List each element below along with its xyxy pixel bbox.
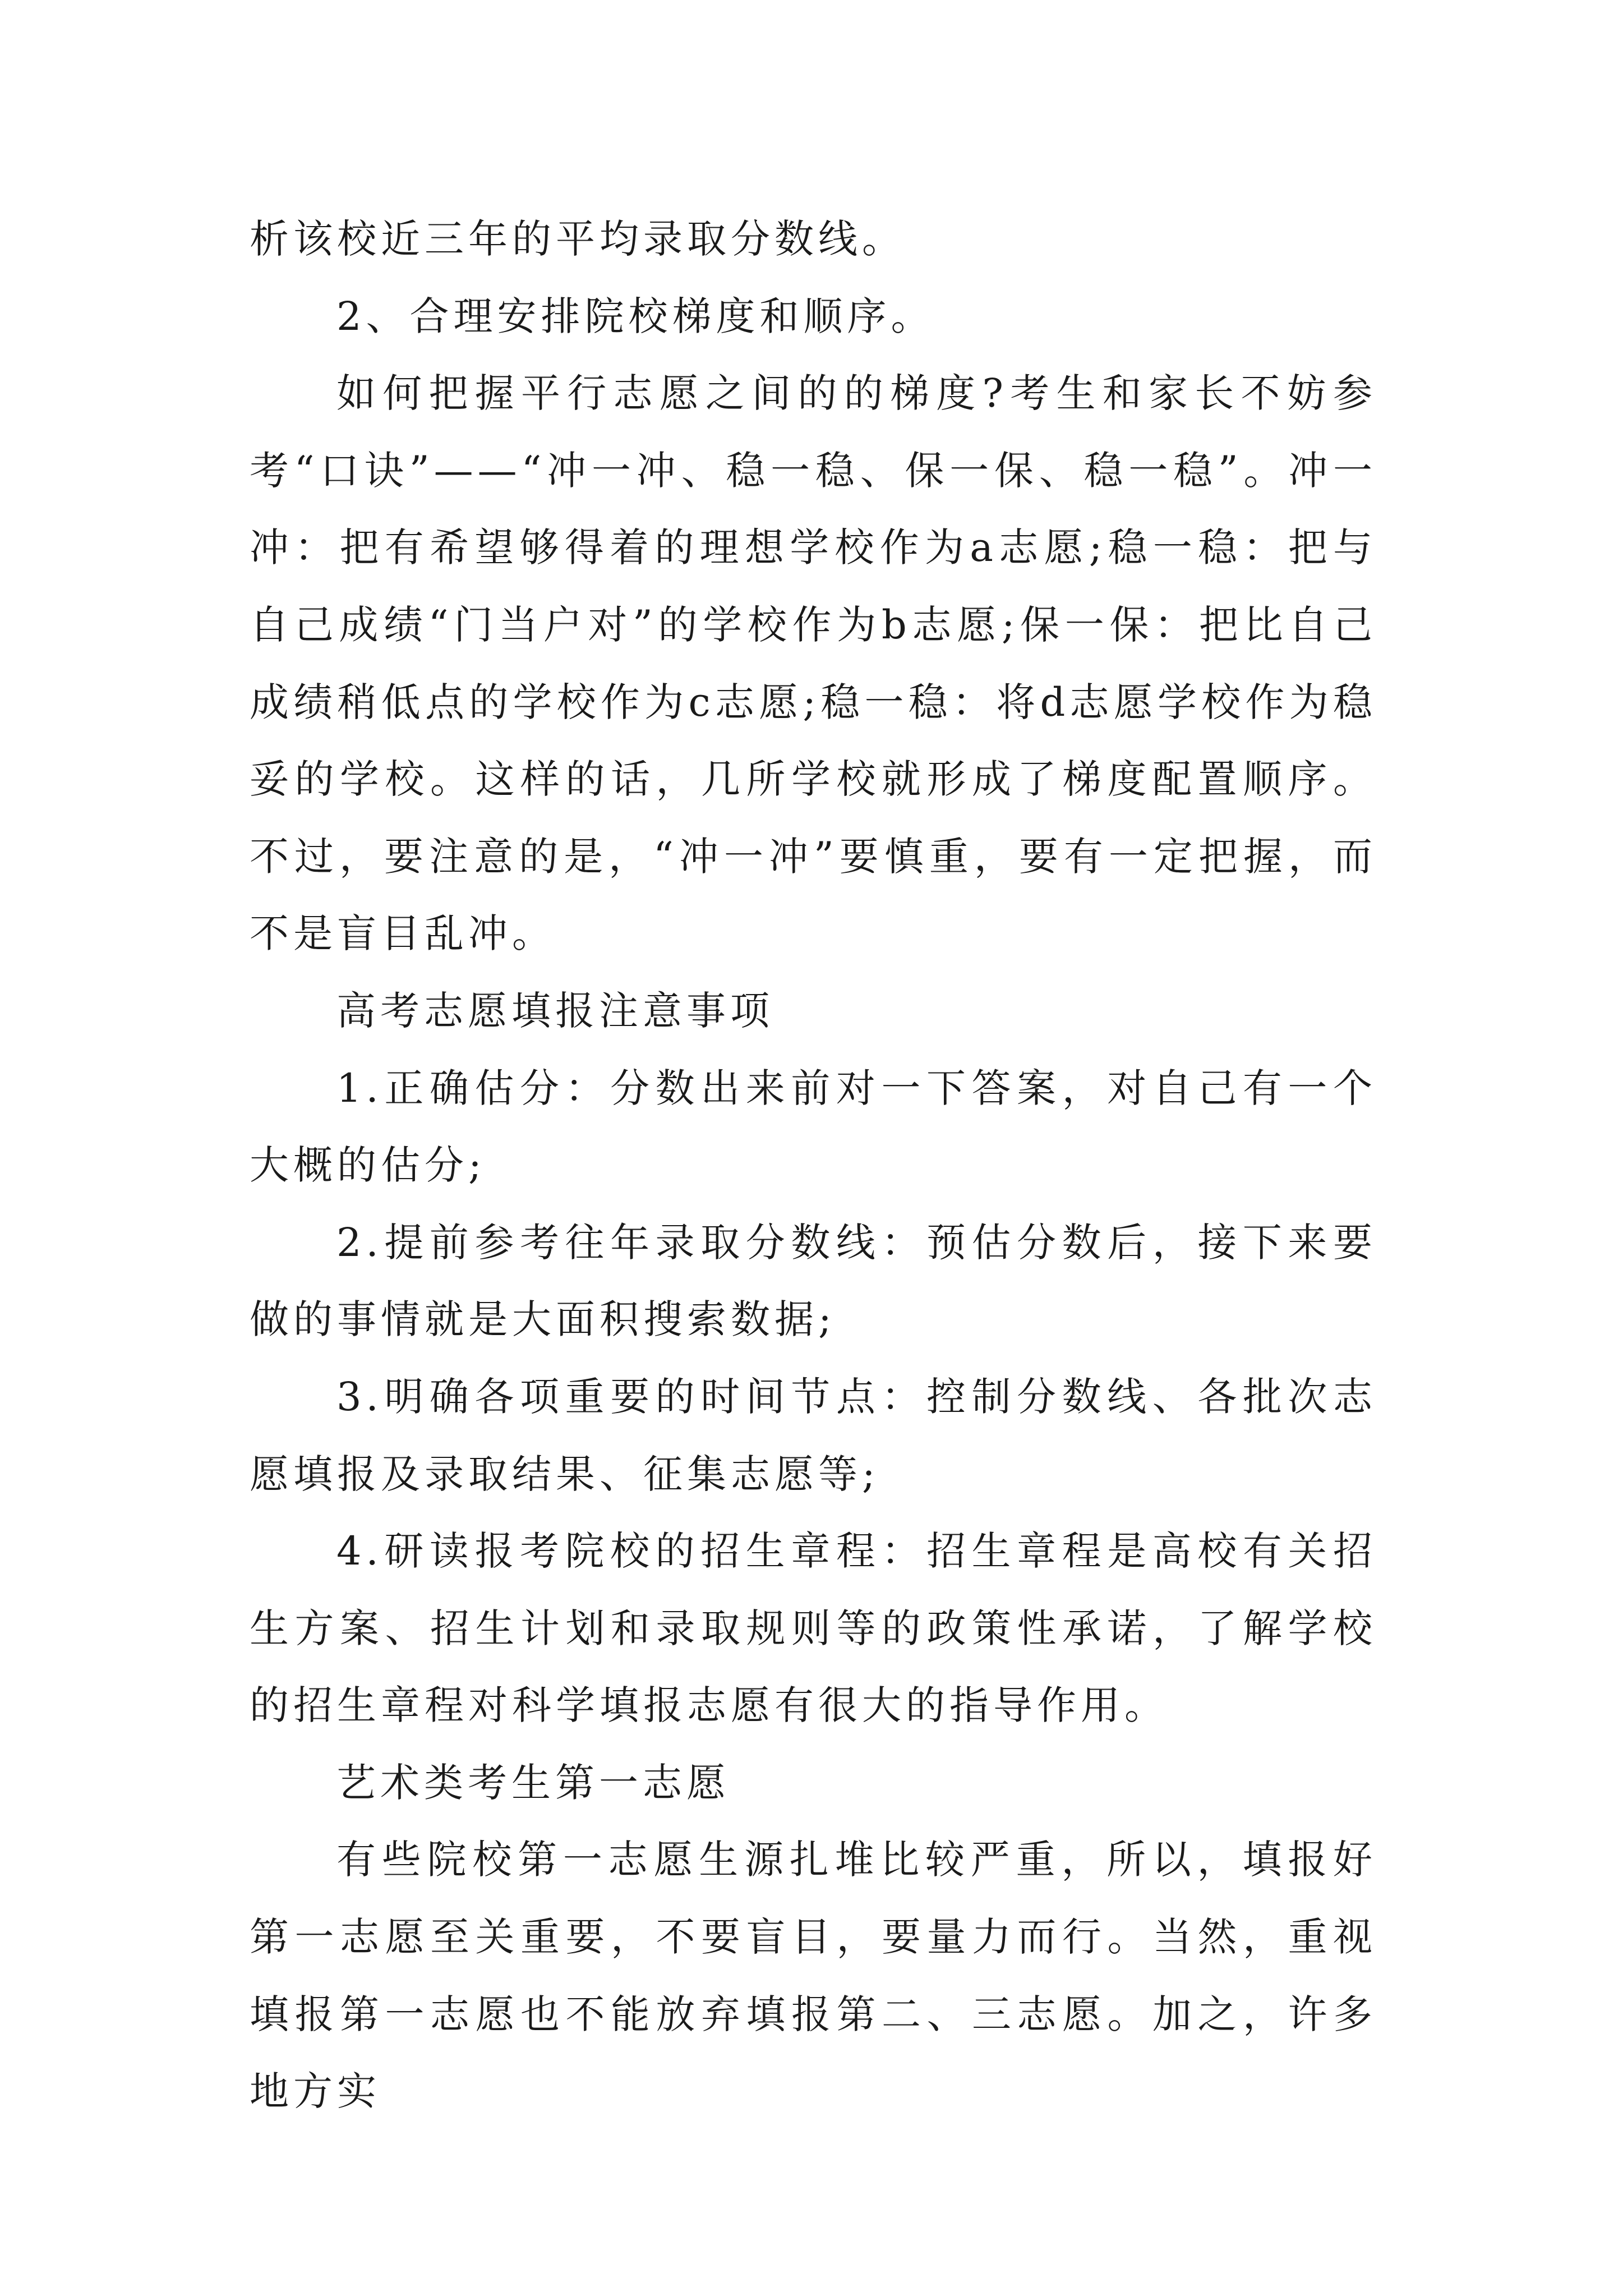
section-heading-art-students: 艺术类考生第一志愿 bbox=[336, 1759, 730, 1806]
section-heading-notes: 高考志愿填报注意事项 bbox=[336, 987, 774, 1034]
list-item-reference-cutoffs: 2.提前参考往年录取分数线：预估分数后，接下来要做的事情就是大面积搜索数据; bbox=[250, 1219, 1377, 1343]
list-item-key-dates: 3.明确各项重要的时间节点：控制分数线、各批次志愿填报及录取结果、征集志愿等; bbox=[250, 1373, 1377, 1497]
list-item-estimate-score: 1.正确估分：分数出来前对一下答案，对自己有一个大概的估分; bbox=[250, 1065, 1377, 1189]
paragraph-continuation: 析该校近三年的平均录取分数线。 bbox=[250, 216, 906, 262]
document-body bbox=[250, 201, 1377, 2131]
paragraph-first-choice: 有些院校第一志愿生源扎堆比较严重，所以，填报好第一志愿至关重要，不要盲目，要量力而行。当然，重视填报第一志愿也不能放弃填报第二、三志愿。加之，许多地方实 bbox=[250, 1837, 1377, 2115]
paragraph-gradient-mnemonic: 如何把握平行志愿之间的的梯度?考生和家长不妨参考“口诀”——“冲一冲、稳一稳、保一保、稳一稳”。冲一冲：把有希望够得着的理想学校作为a志愿;稳一稳：把与自己成绩“门当户对”的学校作为b志愿;保一保：把比自己成绩稍低点的学校作为c志愿;稳一稳：将d志愿学校作为稳妥的学校。这样的话，几所学校就形成了梯度配置顺序。不过，要注意的是，“冲一冲”要慎重，要有一定把握，而不是盲目乱冲。 bbox=[250, 370, 1377, 957]
subheading-gradient-order: 2、合理安排院校梯度和顺序。 bbox=[336, 293, 935, 339]
list-item-admission-rules: 4.研读报考院校的招生章程：招生章程是高校有关招生方案、招生计划和录取规则等的政策性承诺，了解学校的招生章程对科学填报志愿有很大的指导作用。 bbox=[250, 1528, 1377, 1729]
